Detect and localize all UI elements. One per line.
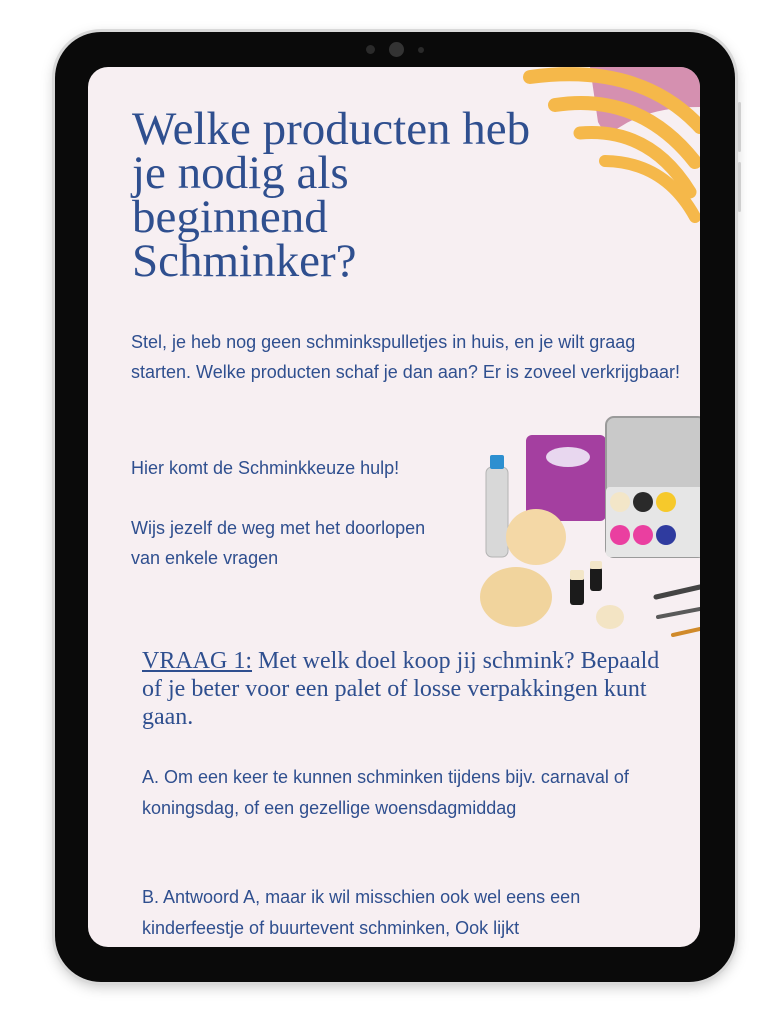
side-button-top xyxy=(738,102,741,152)
page-title: Welke producten heb je nodig als beginnend Schminker? xyxy=(132,103,531,287)
intro-text: Stel, je heb nog geen schminkspulletjes in huis, en je wilt graag starten. Welke producten schaf je dan aan? Er is zoveel verkrijgbaar! xyxy=(131,332,680,382)
tablet-screen[interactable] xyxy=(88,67,700,947)
answer-a[interactable]: A. Om een keer te kunnen schminken tijdens bijv. carnaval of koningsdag, of een gezellige woensdagmiddag xyxy=(142,767,629,818)
guide-text: Wijs jezelf de weg met het doorlopen van enkele vragen xyxy=(131,518,426,568)
answer-b[interactable]: B. Antwoord A, maar ik wil misschien ook wel eens een kinderfeestje of buurtevent schminken, Ook lijkt xyxy=(142,887,581,938)
camera-bar xyxy=(366,42,424,57)
camera-icon xyxy=(389,42,404,57)
light-sensor-icon xyxy=(418,47,424,53)
tablet-frame xyxy=(55,32,735,982)
question-1-label: VRAAG 1: xyxy=(142,648,253,674)
question-1 xyxy=(142,647,662,731)
side-button-bottom xyxy=(738,162,741,212)
help-text: Hier komt de Schminkkeuze hulp! xyxy=(131,458,400,478)
face-paint-kit-illustration xyxy=(478,407,700,647)
question-1-text: Met welk doel koop jij schmink? Bepaald of je beter voor een palet of losse verpakkingen kunt gaan. xyxy=(142,648,660,730)
sensor-icon xyxy=(366,45,375,54)
